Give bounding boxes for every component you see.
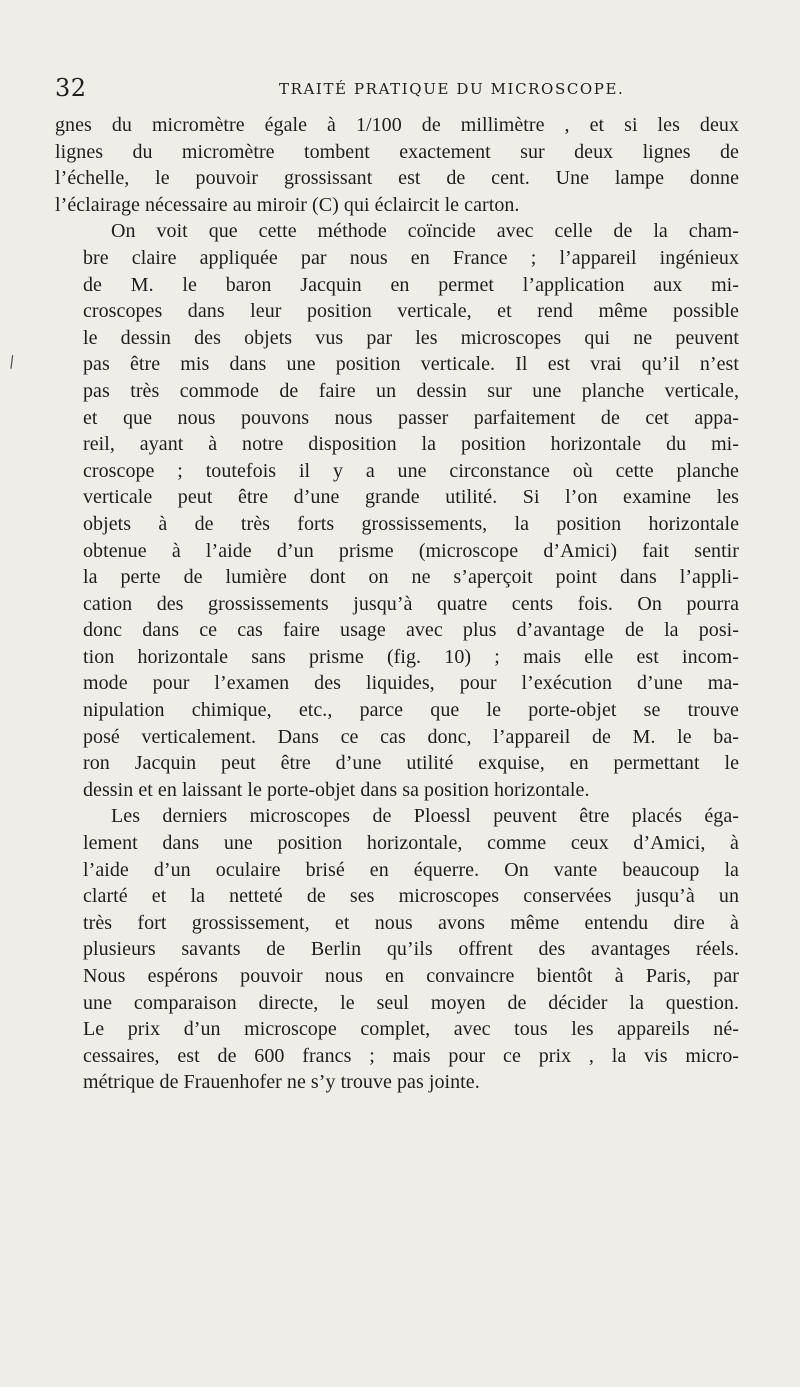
text-line: nipulation chimique, etc., parce que le porte-objet se trouve <box>83 699 739 722</box>
text-line: pas très commode de faire un dessin sur une planche verticale, <box>83 379 739 402</box>
text-line: ron Jacquin peut être d’une utilité exquise, en permettant le <box>83 752 739 775</box>
text-line: lement dans une position horizontale, comme ceux d’Amici, à <box>83 832 739 855</box>
text-line: obtenue à l’aide d’un prisme (microscope d’Amici) fait sentir <box>83 539 739 562</box>
text-line: lignes du micromètre tombent exactement sur deux lignes de <box>55 140 739 163</box>
text-line: On voit que cette méthode coïncide avec celle de la cham- <box>111 220 739 243</box>
text-line: et que nous pouvons nous passer parfaitement de cet appa- <box>83 406 739 429</box>
text-line: l’éclairage nécessaire au miroir (C) qui éclaircit le carton. <box>55 193 520 216</box>
text-line: la perte de lumière dont on ne s’aperçoit point dans l’appli- <box>83 566 739 589</box>
text-line: donc dans ce cas faire usage avec plus d’avantage de la posi- <box>83 619 739 642</box>
text-line: verticale peut être d’une grande utilité. Si l’on examine les <box>83 486 739 509</box>
body-text <box>55 112 739 1096</box>
text-line: dessin et en laissant le porte-objet dans sa position horizontale. <box>83 778 590 801</box>
text-line: métrique de Frauenhofer ne s’y trouve pas jointe. <box>83 1071 480 1094</box>
text-line: Le prix d’un microscope complet, avec tous les appareils né- <box>83 1018 739 1041</box>
text-line: pas être mis dans une position verticale. Il est vrai qu’il n’est <box>83 353 739 376</box>
text-line: le dessin des objets vus par les microscopes qui ne peuvent <box>83 326 739 349</box>
paragraph-3 <box>55 803 739 1096</box>
text-line: cation des grossissements jusqu’à quatre cents fois. On pourra <box>83 592 739 615</box>
page-number: 32 <box>55 74 87 102</box>
text-line: croscopes dans leur position verticale, et rend même possible <box>83 300 739 323</box>
margin-mark: \ <box>5 351 19 372</box>
text-line: Les derniers microscopes de Ploessl peuvent être placés éga- <box>111 805 739 828</box>
text-line: Nous espérons pouvoir nous en convaincre bientôt à Paris, par <box>83 965 739 987</box>
text-line: très fort grossissement, et nous avons même entendu dire à <box>83 911 739 934</box>
text-line: gnes du micromètre égale à 1/100 de millimètre , et si les deux <box>55 114 739 136</box>
page-header <box>55 74 745 110</box>
text-line: de M. le baron Jacquin en permet l’application aux mi- <box>83 273 739 296</box>
text-line: croscope ; toutefois il y a une circonstance où cette planche <box>83 459 739 482</box>
text-line: cessaires, est de 600 francs ; mais pour ce prix , la vis micro- <box>83 1044 739 1067</box>
paragraph-2 <box>55 218 739 803</box>
text-line: objets à de très forts grossissements, la position horizontale <box>83 512 739 535</box>
text-line: une comparaison directe, le seul moyen de décider la question. <box>83 991 739 1014</box>
text-line: clarté et la netteté de ses microscopes conservées jusqu’à un <box>83 885 739 908</box>
text-line: plusieurs savants de Berlin qu’ils offrent des avantages réels. <box>83 938 739 961</box>
text-line: tion horizontale sans prisme (fig. 10) ; mais elle est incom- <box>83 645 739 668</box>
text-line: posé verticalement. Dans ce cas donc, l’appareil de M. le ba- <box>83 725 739 748</box>
text-line: reil, ayant à notre disposition la position horizontale du mi- <box>83 433 739 456</box>
text-line: bre claire appliquée par nous en France ; l’appareil ingénieux <box>83 246 739 269</box>
text-line: mode pour l’examen des liquides, pour l’exécution d’une ma- <box>83 672 739 695</box>
text-line: l’échelle, le pouvoir grossissant est de cent. Une lampe donne <box>55 167 739 190</box>
running-title: TRAITÉ PRATIQUE DU MICROSCOPE. <box>279 80 625 98</box>
text-line: l’aide d’un oculaire brisé en équerre. On vante beaucoup la <box>83 858 739 881</box>
paragraph-1 <box>55 112 739 218</box>
